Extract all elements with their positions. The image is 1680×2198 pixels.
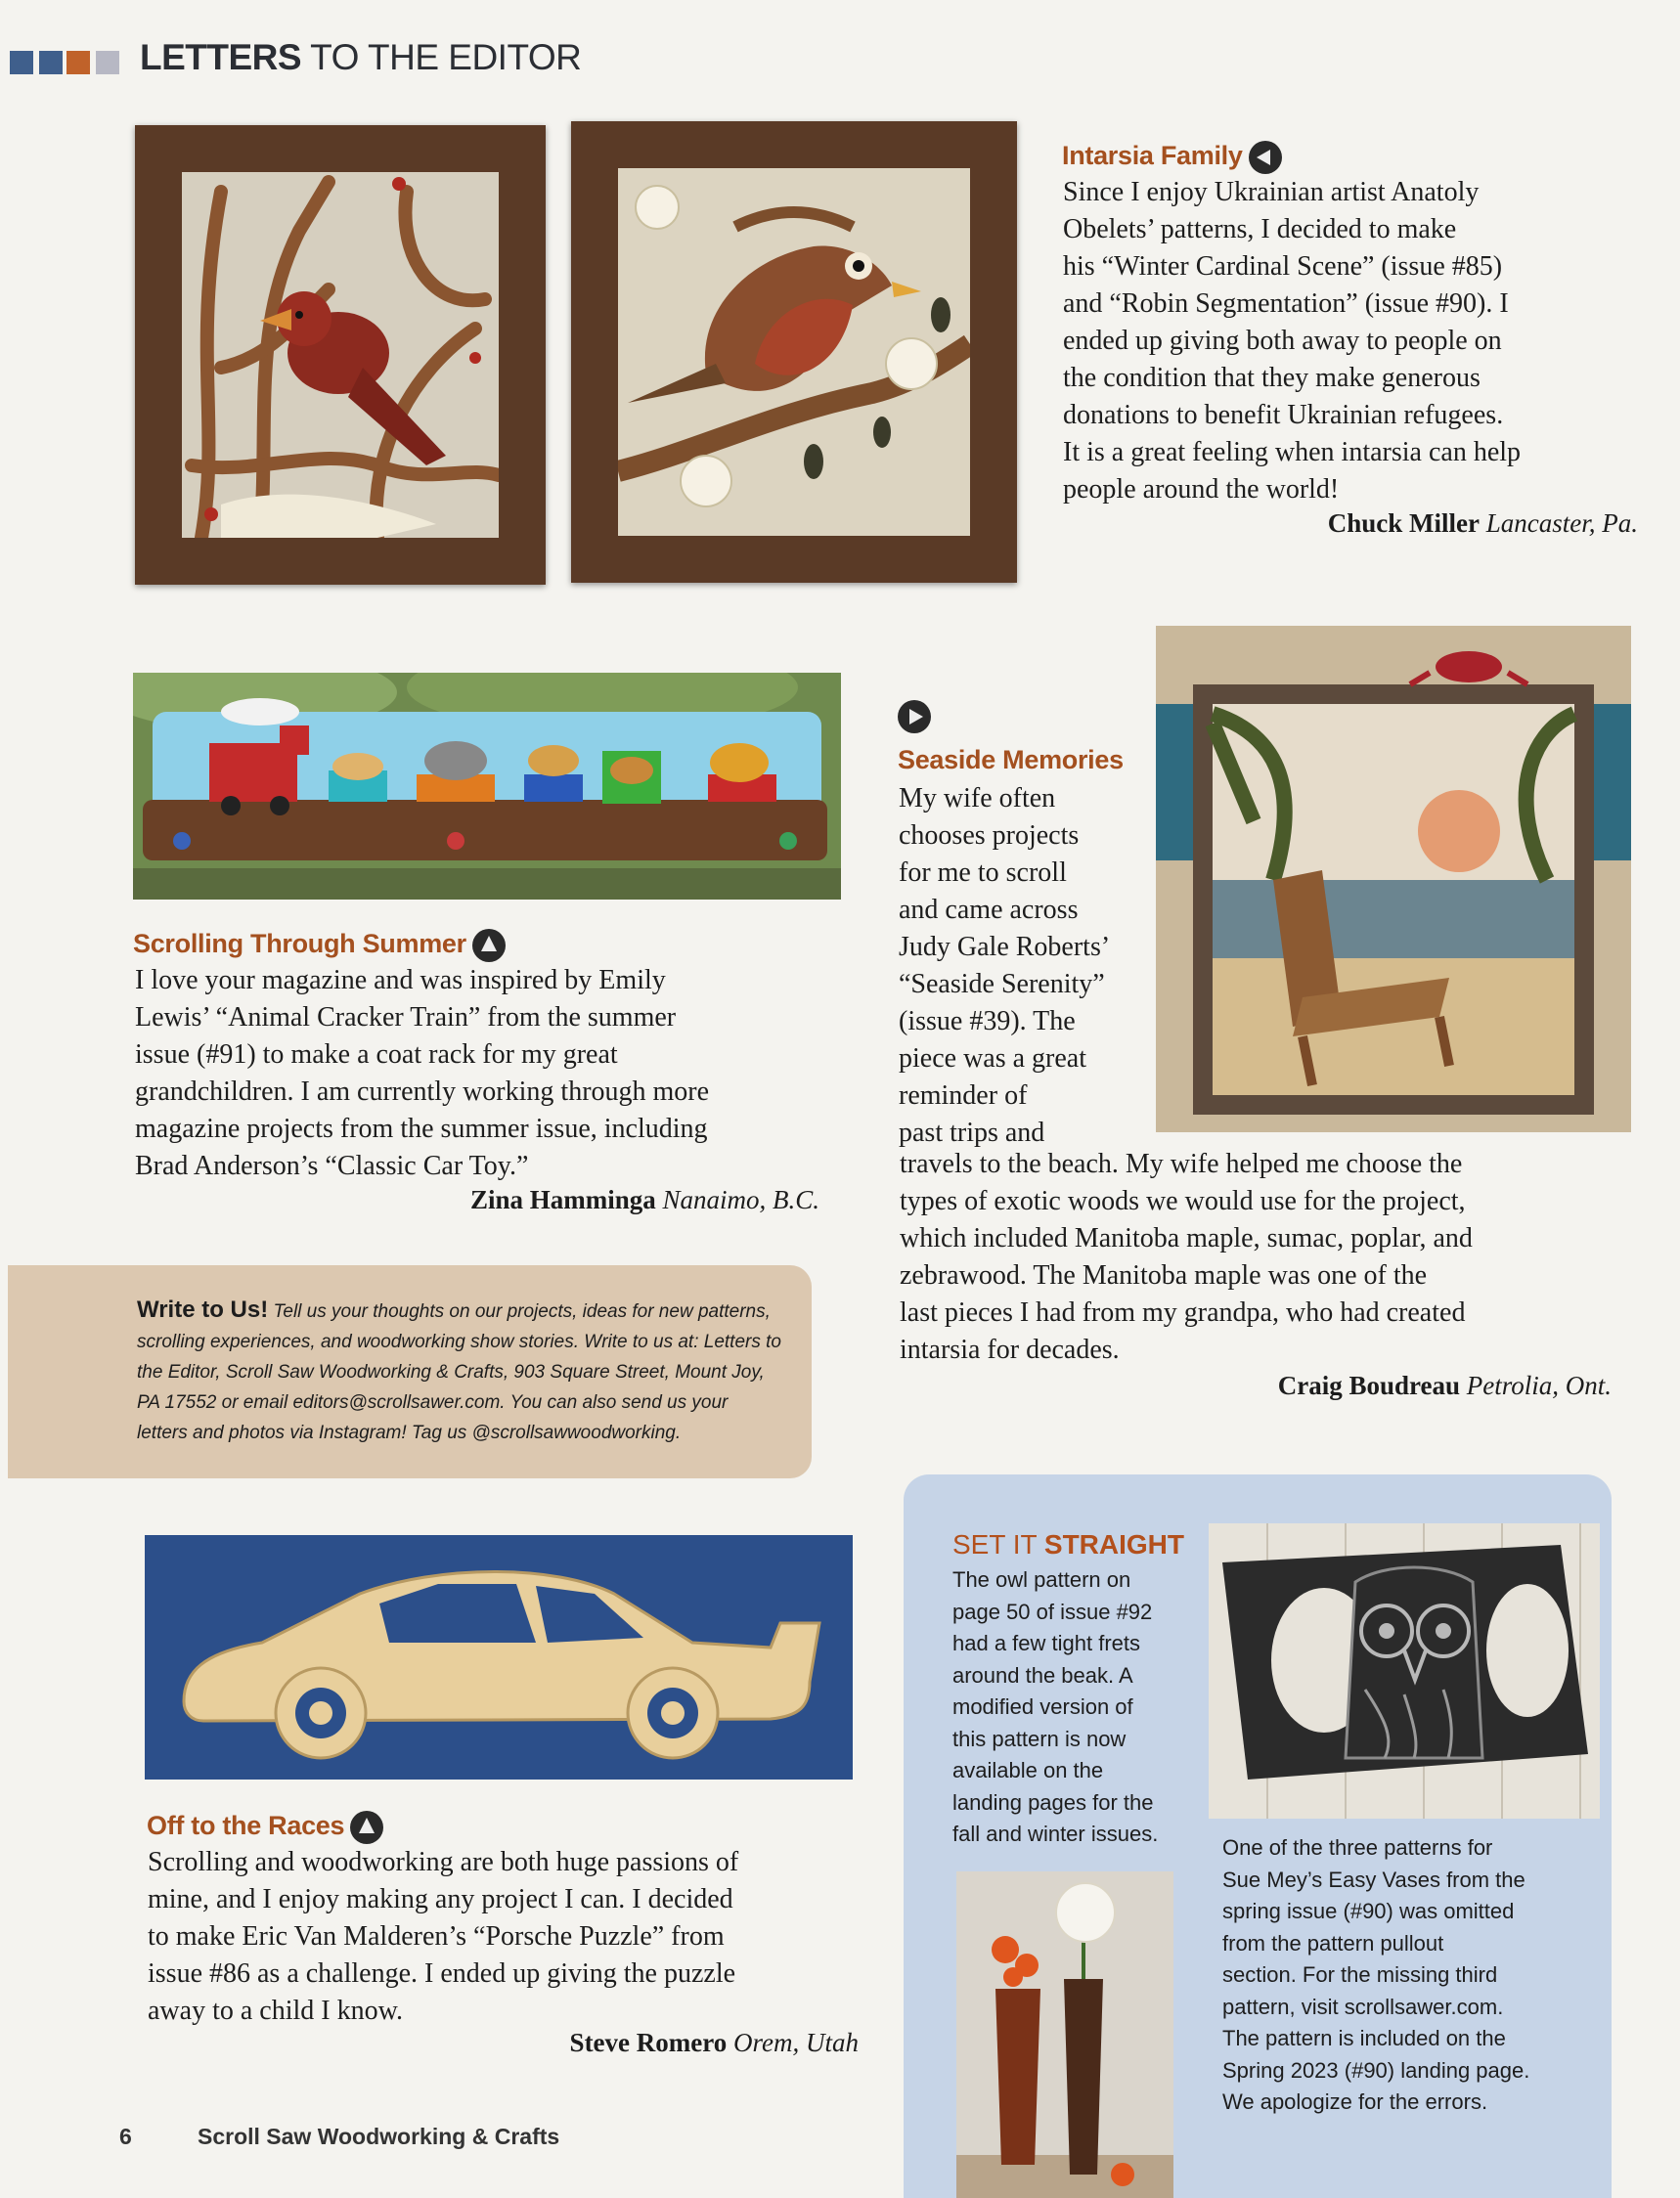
text-line: past trips and	[899, 1118, 1045, 1148]
header-square-blue-2	[39, 51, 63, 74]
text-line: away to a child I know.	[148, 1996, 403, 2026]
text-line: travels to the beach. My wife helped me choose the	[900, 1149, 1463, 1179]
vases-photo	[956, 1871, 1173, 2198]
text-line: page 50 of issue #92	[952, 1599, 1153, 1624]
seaside-illustration	[1156, 626, 1631, 1132]
cardinal-intarsia-photo	[135, 125, 546, 585]
owl-correction-text	[952, 1564, 1203, 1851]
text-line: to make Eric Van Malderen’s “Porsche Puzzle” from	[148, 1921, 725, 1952]
intarsia-body	[1063, 174, 1650, 508]
text-line: last pieces I had from my grandpa, who had created	[900, 1297, 1466, 1328]
text-line: issue (#91) to make a coat rack for my great	[135, 1039, 618, 1070]
text-line: Obelets’ patterns, I decided to make	[1063, 214, 1457, 244]
write-to-us-text: Write to Us! Tell us your thoughts on our projects, ideas for new patterns, scrolling experiences, and woodworking show stories. Write to us at: Letters to the Editor, Scroll Saw Woodworking & Crafts, 903 Square Street, Mount Joy, PA 17552 or email editors@scrollsawer.com. You can also send us your letters and photos via Instagram! Tag us @scrollsawwoodworking.	[137, 1297, 781, 1443]
text-line: for me to scroll	[899, 857, 1067, 888]
text-line: intarsia for decades.	[900, 1335, 1120, 1365]
robin-illustration	[618, 168, 970, 536]
seaside-body-wide	[900, 1146, 1623, 1369]
text-line: available on the	[952, 1758, 1104, 1782]
text-line: It is a great feeling when intarsia can help	[1063, 437, 1522, 467]
text-line: the condition that they make generous	[1063, 363, 1481, 393]
text-line: Sue Mey’s Easy Vases from the	[1222, 1867, 1525, 1892]
text-line: Spring 2023 (#90) landing page.	[1222, 2057, 1530, 2083]
vases-illustration	[956, 1871, 1173, 2198]
magazine-name: Scroll Saw Woodworking & Crafts	[198, 2124, 560, 2149]
text-line: ended up giving both away to people on	[1063, 326, 1502, 356]
text-line: modified version of	[952, 1694, 1133, 1719]
train-illustration	[133, 673, 841, 900]
seaside-heading: Seaside Memories	[898, 745, 1124, 774]
text-line: The owl pattern on	[952, 1567, 1131, 1592]
header-square-blue	[10, 51, 33, 74]
text-line: One of the three patterns for	[1222, 1835, 1493, 1860]
summer-body	[135, 962, 839, 1185]
text-line: pattern, visit scrollsawer.com.	[1222, 1994, 1504, 2019]
porsche-illustration	[145, 1535, 853, 1780]
text-line: people around the world!	[1063, 474, 1340, 505]
animal-train-photo	[133, 673, 841, 900]
text-line: mine, and I enjoy making any project I can. I decided	[148, 1884, 733, 1914]
text-line: magazine projects from the summer issue, including	[135, 1114, 708, 1144]
text-line: from the pattern pullout	[1222, 1930, 1444, 1956]
text-line: section. For the missing third	[1222, 1962, 1498, 1987]
text-line: piece was a great	[899, 1043, 1086, 1074]
races-signature: Steve Romero Orem, Utah	[569, 2028, 859, 2057]
text-line: Scrolling and woodworking are both huge passions of	[148, 1847, 739, 1877]
header-square-orange	[66, 51, 90, 74]
text-line: chooses projects	[899, 820, 1080, 851]
text-line: “Seaside Serenity”	[899, 969, 1105, 999]
write-to-us-box	[8, 1265, 812, 1478]
vase-correction-text	[1222, 1832, 1604, 2119]
cardinal-illustration	[182, 172, 499, 538]
intarsia-heading: Intarsia Family	[1062, 141, 1282, 174]
text-line: We apologize for the errors.	[1222, 2089, 1488, 2114]
text-line: which included Manitoba maple, sumac, poplar, and	[900, 1223, 1473, 1253]
text-line: fall and winter issues.	[952, 1822, 1159, 1846]
header-square-grey	[96, 51, 119, 74]
text-line: The pattern is included on the	[1222, 2026, 1506, 2050]
owl-pattern-photo	[1209, 1523, 1600, 1819]
summer-heading: Scrolling Through Summer	[133, 929, 506, 962]
text-line: spring issue (#90) was omitted	[1222, 1899, 1515, 1923]
section-title: LETTERS TO THE EDITOR	[140, 37, 582, 77]
text-line: landing pages for the	[952, 1789, 1154, 1815]
arrow-right-icon	[898, 700, 931, 733]
set-it-straight-title: SET IT STRAIGHT	[952, 1529, 1184, 1560]
page-number: 6	[119, 2124, 132, 2149]
intarsia-signature: Chuck Miller Lancaster, Pa.	[1327, 508, 1638, 538]
arrow-left-icon	[1249, 141, 1282, 174]
text-line: grandchildren. I am currently working through more	[135, 1077, 710, 1107]
text-line: My wife often	[899, 783, 1056, 813]
text-line: (issue #39). The	[899, 1006, 1076, 1036]
arrow-up-icon	[472, 929, 506, 962]
text-line: had a few tight frets	[952, 1631, 1140, 1655]
summer-signature: Zina Hamminga Nanaimo, B.C.	[469, 1185, 819, 1214]
seaside-signature: Craig Boudreau Petrolia, Ont.	[1277, 1371, 1612, 1400]
text-line: this pattern is now	[952, 1726, 1127, 1751]
seaside-arrow	[898, 700, 931, 733]
text-line: his “Winter Cardinal Scene” (issue #85)	[1063, 251, 1503, 282]
text-line: donations to benefit Ukrainian refugees.	[1063, 400, 1504, 430]
text-line: around the beak. A	[952, 1662, 1133, 1688]
text-line: issue #86 as a challenge. I ended up giving the puzzle	[148, 1958, 736, 1989]
robin-intarsia-photo	[571, 121, 1017, 583]
text-line: types of exotic woods we would use for the project,	[900, 1186, 1466, 1216]
races-body	[148, 1844, 862, 2030]
porsche-puzzle-photo	[145, 1535, 853, 1780]
text-line: reminder of	[899, 1080, 1028, 1111]
text-line: zebrawood. The Manitoba maple was one of the	[900, 1260, 1428, 1291]
races-heading: Off to the Races	[147, 1811, 383, 1844]
arrow-up-icon	[350, 1811, 383, 1844]
text-line: Brad Anderson’s “Classic Car Toy.”	[135, 1151, 529, 1181]
text-line: Lewis’ “Animal Cracker Train” from the summer	[135, 1002, 677, 1033]
text-line: and “Robin Segmentation” (issue #90). I	[1063, 288, 1509, 319]
seaside-body-narrow	[899, 780, 1153, 1152]
text-line: and came across	[899, 895, 1079, 925]
text-line: Judy Gale Roberts’	[899, 932, 1111, 962]
text-line: I love your magazine and was inspired by Emily	[135, 965, 666, 995]
owl-illustration	[1209, 1523, 1600, 1819]
seaside-intarsia-photo	[1156, 626, 1631, 1132]
text-line: Since I enjoy Ukrainian artist Anatoly	[1063, 177, 1480, 207]
